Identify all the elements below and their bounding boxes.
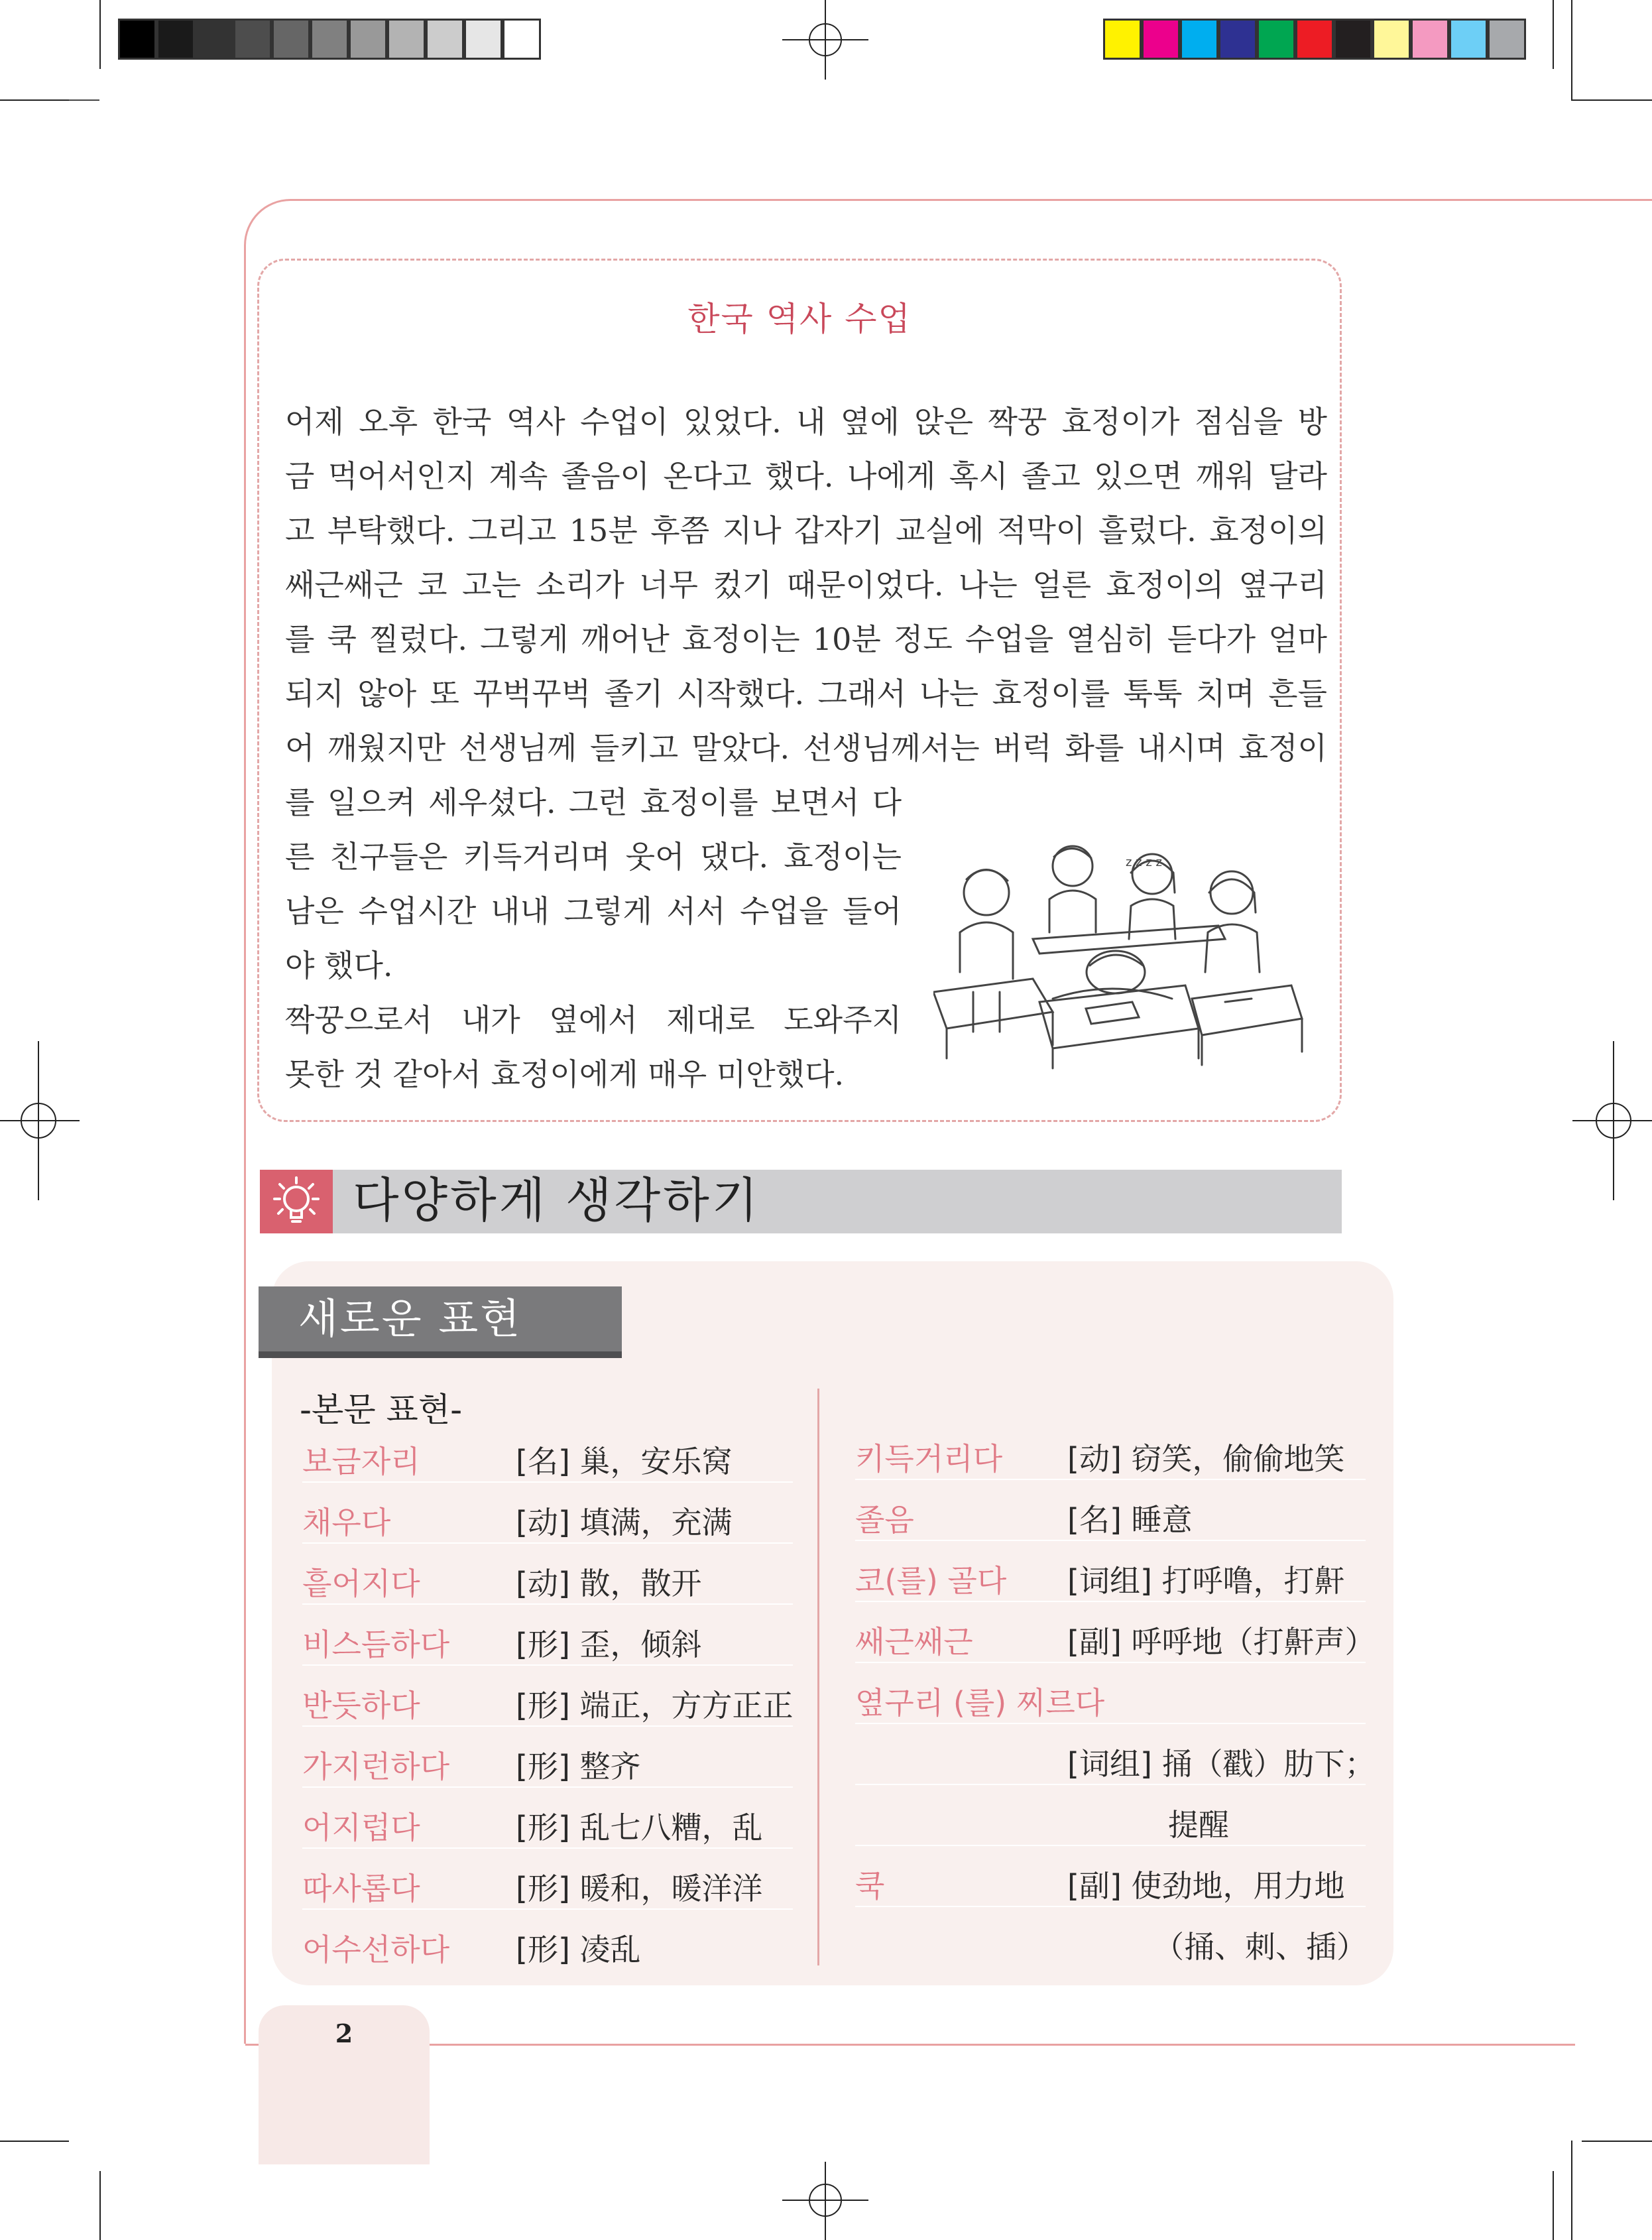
row-separator xyxy=(855,1662,1366,1663)
registration-mark-left xyxy=(0,1041,80,1200)
vocabulary-subtitle: -본문 표현- xyxy=(300,1391,463,1429)
vocab-term: 보금자리 xyxy=(302,1444,420,1479)
story-line: 짝꿍으로서 내가 옆에서 제대로 도와주지 xyxy=(285,1002,902,1038)
story-title: 한국 역사 수업 xyxy=(687,300,912,338)
story-line: 못한 것 같아서 효정이에게 매우 미안했다. xyxy=(285,1056,845,1092)
vocab-meaning: [副] 呼呼地（打鼾声） xyxy=(1067,1624,1376,1660)
registration-mark-bottom xyxy=(782,2162,868,2240)
row-separator xyxy=(302,1847,793,1849)
vocab-term: 졸음 xyxy=(855,1502,914,1538)
row-separator xyxy=(302,1603,793,1605)
color-swatch xyxy=(156,19,195,60)
color-swatch xyxy=(195,19,233,60)
vocab-meaning: [形] 凌乱 xyxy=(516,1932,641,1967)
vocab-meaning: [动] 散，散开 xyxy=(516,1566,702,1601)
vocab-meaning: [形] 端正，方方正正 xyxy=(516,1688,794,1723)
story-line: 를 일으켜 세우셨다. 그런 효정이를 보면서 다 xyxy=(285,784,902,820)
bottom-rule xyxy=(245,2044,1575,2046)
vocab-meaning: 提醒 xyxy=(1168,1807,1229,1843)
row-separator xyxy=(855,1784,1366,1785)
section-title: 다양하게 생각하기 xyxy=(353,1172,761,1228)
registration-mark-top xyxy=(782,0,868,80)
vocab-term: 반듯하다 xyxy=(302,1688,420,1723)
vocab-term: 가지런하다 xyxy=(302,1749,450,1784)
row-separator xyxy=(855,1540,1366,1541)
color-swatch xyxy=(502,19,541,60)
vocab-term: 코(를) 골다 xyxy=(855,1563,1007,1599)
story-line: 를 쿡 찔렀다. 그렇게 깨어난 효정이는 10분 정도 수업을 열심히 듣다가 얼마 xyxy=(285,621,1327,657)
color-swatch xyxy=(1372,19,1411,60)
vocab-meaning: （捅、刺、插） xyxy=(1153,1929,1367,1965)
vocab-term: 키득거리다 xyxy=(855,1441,1003,1477)
color-swatch xyxy=(1142,19,1180,60)
story-line: 른 친구들은 키득거리며 웃어 댔다. 효정이는 xyxy=(285,839,902,875)
color-swatch xyxy=(1103,19,1142,60)
color-swatch xyxy=(118,19,156,60)
column-divider xyxy=(817,1389,819,1965)
story-line: 되지 않아 또 꾸벅꾸벅 졸기 시작했다. 그래서 나는 효정이를 툭툭 치며 흔들 xyxy=(285,676,1327,712)
vocab-meaning: [形] 乱七八糟，乱 xyxy=(516,1810,763,1845)
story-line: 금 먹어서인지 계속 졸음이 온다고 했다. 나에게 혹시 졸고 있으면 깨워 달라 xyxy=(285,458,1327,494)
svg-text:z z z z: z z z z xyxy=(1126,855,1162,869)
story-line: 어 깨웠지만 선생님께 들키고 말았다. 선생님께서는 버럭 화를 내시며 효정이 xyxy=(285,730,1327,766)
vocab-term: 비스듬하다 xyxy=(302,1627,450,1662)
row-separator xyxy=(855,1479,1366,1480)
color-swatch xyxy=(1180,19,1218,60)
section-icon-box xyxy=(260,1170,333,1233)
vocab-term: 채우다 xyxy=(302,1505,391,1540)
color-swatch xyxy=(349,19,387,60)
story-line: 쌔근쌔근 코 고는 소리가 너무 컸기 때문이었다. 나는 얼른 효정이의 옆구리 xyxy=(285,567,1327,603)
page-number: 2 xyxy=(335,2019,353,2048)
color-swatch xyxy=(1334,19,1372,60)
story-line: 야 했다. xyxy=(285,948,393,983)
color-swatch xyxy=(1218,19,1257,60)
vocab-meaning: [名] 巢，安乐窝 xyxy=(516,1444,733,1479)
classroom-illustration xyxy=(933,840,1305,1072)
row-separator xyxy=(855,1906,1366,1907)
vocab-term: 쌔근쌔근 xyxy=(855,1624,973,1660)
color-swatch xyxy=(387,19,426,60)
color-swatch xyxy=(1488,19,1526,60)
row-separator xyxy=(302,1542,793,1544)
row-separator xyxy=(855,1601,1366,1602)
vocab-term: 어지럽다 xyxy=(302,1810,420,1845)
vocab-term: 옆구리 (를) 찌르다 xyxy=(855,1685,1105,1721)
vocab-meaning: [形] 整齐 xyxy=(516,1749,641,1784)
vocab-term: 쿡 xyxy=(855,1868,885,1904)
row-separator xyxy=(302,1725,793,1727)
lightbulb-icon xyxy=(260,1170,333,1233)
color-swatch xyxy=(1257,19,1295,60)
row-separator xyxy=(302,1786,793,1788)
color-swatch xyxy=(272,19,310,60)
color-swatch xyxy=(1411,19,1449,60)
row-separator xyxy=(855,1845,1366,1846)
vocabulary-tag-label: 새로운 표현 xyxy=(298,1294,522,1343)
vocab-meaning: [动] 窃笑，偷偷地笑 xyxy=(1067,1441,1345,1477)
story-line: 고 부탁했다. 그리고 15분 후쯤 지나 갑자기 교실에 적막이 흘렀다. 효정이의 xyxy=(285,513,1327,548)
color-swatch xyxy=(1295,19,1334,60)
row-separator xyxy=(302,1908,793,1910)
vocab-meaning: [名] 睡意 xyxy=(1067,1502,1193,1538)
vocab-meaning: [形] 暖和，暖洋洋 xyxy=(516,1871,763,1906)
vocab-meaning: [副] 使劲地，用力地 xyxy=(1067,1868,1345,1904)
story-line: 어제 오후 한국 역사 수업이 있었다. 내 옆에 앉은 짝꿍 효정이가 점심을 방 xyxy=(285,404,1327,440)
vocab-meaning: [形] 歪，倾斜 xyxy=(516,1627,702,1662)
vocab-term: 어수선하다 xyxy=(302,1932,450,1967)
vocab-meaning: [动] 填满，充满 xyxy=(516,1505,733,1540)
vocab-term: 따사롭다 xyxy=(302,1871,420,1906)
color-swatch xyxy=(233,19,272,60)
vocab-meaning: [词组] 打呼噜，打鼾 xyxy=(1067,1563,1345,1599)
color-swatch xyxy=(1449,19,1488,60)
color-swatch xyxy=(426,19,464,60)
vocab-term: 흩어지다 xyxy=(302,1566,420,1601)
row-separator xyxy=(302,1481,793,1483)
color-swatch xyxy=(464,19,502,60)
story-line: 남은 수업시간 내내 그렇게 서서 수업을 들어 xyxy=(285,893,902,929)
row-separator xyxy=(855,1723,1366,1724)
color-swatch xyxy=(310,19,349,60)
vocab-meaning: [词组] 捅（戳）肋下； xyxy=(1067,1746,1376,1782)
row-separator xyxy=(302,1664,793,1666)
